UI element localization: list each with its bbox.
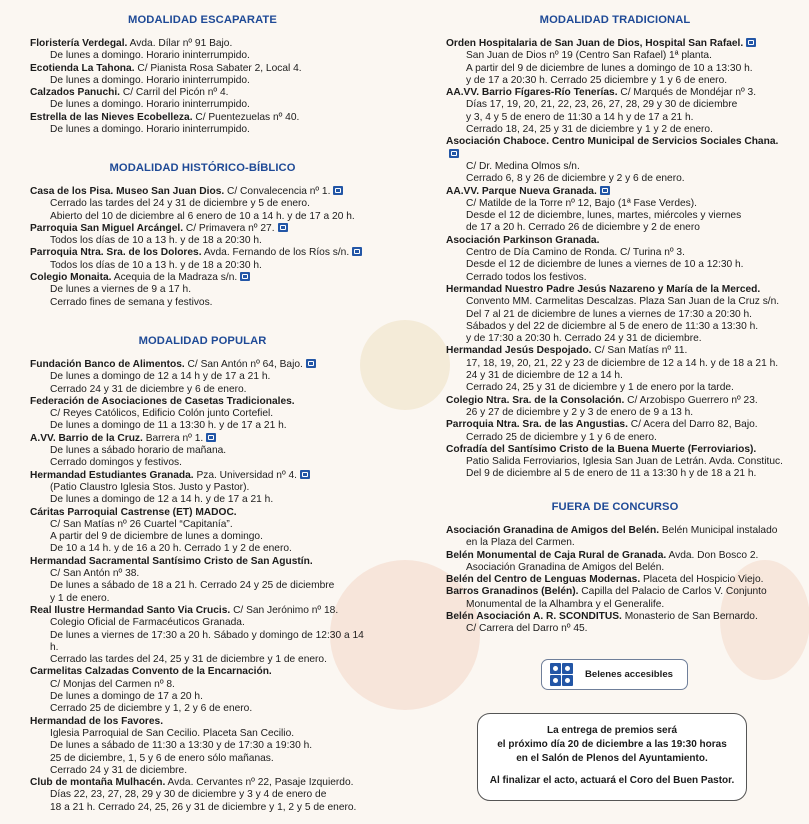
hearing-impairment-icon	[550, 675, 561, 686]
notice-line: el próximo día 20 de diciembre a las 19:30 horas	[497, 739, 727, 750]
venue-address: Monasterio de San Bernardo.	[621, 611, 758, 623]
venue-schedule-line: 18 a 21 h. Cerrado 24, 25, 26 y 31 de diciembre y 1, 2 y 5 de enero.	[50, 801, 357, 813]
venue-entry	[446, 284, 784, 345]
section	[30, 13, 375, 136]
venue-schedule-line: De lunes a domingo de 12 a 14 h y de 17 a 21 h.	[50, 371, 271, 383]
section	[446, 13, 784, 481]
accessible-icon	[240, 272, 250, 281]
venue-entry	[30, 359, 375, 396]
venue-address: C/ San Matías nº 11.	[591, 345, 688, 357]
venue-address: Barrera nº 1.	[142, 432, 204, 444]
venue-schedule-line: De lunes a domingo de 12 a 14 h. y de 17 a 21 h.	[50, 494, 274, 506]
venue-address: C/ Puentezuelas nº 40.	[192, 111, 300, 123]
venue-schedule-line: Del 7 al 21 de diciembre de lunes a viernes de 17:30 a 20:30 h.	[466, 308, 753, 320]
accessible-icon	[300, 470, 310, 479]
section-title: MODALIDAD HISTÓRICO-BÍBLICO	[109, 162, 296, 174]
venue-schedule-line: Cerrado 6, 8 y 26 de diciembre y 2 y 6 de enero.	[466, 173, 685, 185]
venue-address: C/ Marqués de Mondéjar nº 3.	[617, 87, 757, 99]
venue-entry	[446, 345, 784, 394]
venue-entry	[446, 38, 784, 87]
venue-name: Hermandad Nuestro Padre Jesús Nazareno y María de la Merced.	[446, 283, 761, 295]
venue-name: Casa de los Pisa. Museo San Juan Dios.	[30, 186, 225, 197]
venue-address: C/ San Antón nº 64, Bajo.	[184, 359, 303, 370]
venue-schedule-line: Todos los días de 10 a 13 h. y de 18 a 20:30 h.	[50, 259, 262, 271]
venue-schedule-line: Cerrado las tardes del 24 y 31 de diciembre y 5 de enero.	[50, 198, 310, 210]
venue-schedule-line: De lunes a domingo. Horario ininterrumpido.	[50, 99, 250, 111]
visual-impairment-icon	[562, 663, 573, 674]
venue-entry	[446, 186, 784, 235]
venue-name: Asociación Granadina de Amigos del Belén.	[446, 525, 660, 536]
venue-entry	[446, 550, 784, 575]
venue-address: C/ Pianista Rosa Sabater 2, Local 4.	[134, 62, 302, 74]
notice-line: La entrega de premios será	[546, 725, 678, 736]
venue-schedule-line: de 17 a 20 h. Cerrado 26 de diciembre y 2 de enero	[466, 222, 700, 234]
venue-entry	[446, 525, 784, 550]
venue-entry	[446, 419, 784, 444]
venue-schedule-line: De lunes a sábado horario de mañana.	[50, 445, 227, 457]
venue-name: Belén del Centro de Lenguas Modernas.	[446, 574, 641, 586]
section-title: MODALIDAD TRADICIONAL	[539, 14, 691, 26]
venue-schedule-line: Cerrado 25 de diciembre y 1 y 6 de enero.	[466, 431, 657, 443]
venue-address: C/ Carril del Picón nº 4.	[120, 87, 229, 99]
venue-schedule-line: De lunes a viernes de 9 a 17 h.	[50, 284, 192, 296]
venue-name: Parroquia Ntra. Sra. de los Dolores.	[30, 247, 202, 259]
venue-schedule-line: Cerrado todos los festivos.	[466, 271, 587, 283]
venue-schedule-line: Cerrado 18, 24, 25 y 31 de diciembre y 1 y 2 de enero.	[466, 124, 713, 136]
venue-schedule-line: C/ Carrera del Darro nº 45.	[466, 623, 588, 635]
venue-name: Ecotienda La Tahona.	[30, 62, 135, 74]
venue-address: Pza. Universidad nº 4.	[193, 469, 298, 481]
venue-address: C/ Acera del Darro 82, Bajo.	[627, 419, 758, 431]
venue-entry	[30, 716, 375, 777]
venue-name: A.VV. Barrio de la Cruz.	[30, 432, 143, 444]
venue-address: Belén Municipal instalado	[659, 525, 778, 536]
venue-entry	[446, 586, 784, 611]
venue-schedule-line: Cerrado 24 y 31 de diciembre y 6 de enero.	[50, 383, 247, 395]
venue-entry	[30, 666, 375, 715]
legend-label: Belenes accesibles	[585, 669, 674, 680]
venue-entry	[30, 112, 375, 137]
venue-name: Parroquia Ntra. Sra. de las Angustias.	[446, 419, 628, 431]
section-title: FUERA DE CONCURSO	[551, 501, 679, 513]
venue-name: Asociación Parkinson Granada.	[446, 234, 600, 246]
accessible-icon	[352, 247, 362, 256]
venue-schedule-line: Desde el 12 de diciembre, lunes, martes, miércoles y viernes	[466, 210, 742, 222]
venue-entry	[30, 272, 375, 309]
venue-entry	[30, 507, 375, 556]
venue-address: C/ Primavera nº 27.	[183, 222, 275, 234]
accessibility-icons	[550, 663, 573, 686]
venue-name: AA.VV. Parque Nueva Granada.	[446, 185, 597, 197]
venue-schedule-line: Cerrado 24, 25 y 31 de diciembre y 1 de enero por la tarde.	[466, 382, 734, 394]
section	[30, 161, 375, 309]
venue-schedule-line: Del 9 de diciembre al 5 de enero de 11 a 13:30 h y de 18 a 21 h.	[466, 468, 757, 480]
venue-address: Avda. Fernando de los Ríos s/n.	[201, 247, 350, 259]
venue-schedule-line: Asociación Granadina de Amigos del Belén.	[466, 561, 665, 573]
venue-schedule-line: Cerrado fines de semana y festivos.	[50, 296, 213, 308]
venue-name: Fundación Banco de Alimentos.	[30, 359, 185, 370]
venue-schedule-line: De lunes a sábado de 11:30 a 13:30 y de 17:30 a 19:30 h.	[50, 740, 313, 752]
venue-schedule-line: y de 17:30 a 20:30 h. Cerrado 24 y 31 de diciembre.	[466, 333, 702, 345]
venue-name: Cofradía del Santísimo Cristo de la Buena Muerte (Ferroviarios).	[446, 443, 757, 455]
venue-address: Placeta del Hospicio Viejo.	[640, 574, 764, 586]
venue-schedule-line: De lunes a domingo. Horario ininterrumpido.	[50, 124, 250, 136]
venue-name: Club de montaña Mulhacén.	[30, 777, 166, 789]
venue-schedule-line: Todos los días de 10 a 13 h. y de 18 a 20:30 h.	[50, 235, 262, 247]
section	[446, 500, 784, 636]
venue-entry	[446, 235, 784, 284]
venue-entry	[30, 223, 375, 248]
venue-schedule-line: De lunes a domingo. Horario ininterrumpido.	[50, 74, 250, 86]
awards-notice	[477, 713, 747, 801]
notice-line: Al finalizar el acto, actuará el Coro del Buen Pastor.	[489, 775, 735, 786]
venue-schedule-line: De lunes a domingo de 17 a 20 h.	[50, 691, 203, 703]
accessible-icon	[306, 359, 316, 368]
venue-schedule-line: De 10 a 14 h. y de 16 a 20 h. Cerrado 1 y 2 de enero.	[50, 543, 292, 555]
section	[30, 334, 375, 814]
venue-entry	[30, 38, 375, 63]
venue-schedule-line: A partir del 9 de diciembre de lunes a domingo de 10 a 13:30 h.	[466, 62, 753, 74]
venue-schedule-line: San Juan de Dios nº 19 (Centro San Rafael) 1ª planta.	[466, 50, 712, 62]
venue-entry	[446, 136, 784, 185]
venue-entry	[446, 444, 784, 481]
venue-address: C/ Arzobispo Guerrero nº 23.	[624, 394, 758, 406]
venue-entry	[446, 87, 784, 136]
venue-name: Colegio Ntra. Sra. de la Consolación.	[446, 394, 625, 406]
accessible-icon	[206, 433, 216, 442]
venue-name: Barros Granadinos (Belén).	[446, 586, 579, 598]
venue-schedule-line: De lunes a domingo. Horario ininterrumpido.	[50, 50, 250, 62]
section-title: MODALIDAD POPULAR	[138, 335, 267, 347]
venue-schedule-line: C/ Monjas del Carmen nº 8.	[50, 678, 175, 690]
venue-schedule-line: De lunes a domingo de 11 a 13:30 h. y de 17 a 21 h.	[50, 420, 287, 432]
braille-icon	[562, 675, 573, 686]
venue-name: Asociación Chaboce. Centro Municipal de Servicios Sociales Chana.	[446, 136, 779, 148]
venue-schedule-line: Cerrado las tardes del 24, 25 y 31 de diciembre y 1 de enero.	[50, 654, 327, 666]
venue-schedule-line: Sábados y del 22 de diciembre al 5 de enero de 11:30 a 13:30 h.	[466, 320, 759, 332]
accessible-icon	[449, 149, 459, 158]
venue-entry	[446, 574, 784, 586]
venue-schedule-line: C/ San Matías nº 26 Cuartel “Capitanía”.	[50, 518, 233, 530]
venue-schedule-line: Convento MM. Carmelitas Descalzas. Plaza San Juan de la Cruz s/n.	[466, 296, 780, 308]
venue-entry	[30, 396, 375, 433]
venue-schedule-line: C/ San Antón nº 38.	[50, 568, 140, 580]
venue-schedule-line: De lunes a viernes de 17:30 a 20 h. Sábado y domingo de 12:30 a 14 h.	[50, 629, 364, 653]
venue-schedule-line: A partir del 9 de diciembre de lunes a domingo.	[50, 531, 263, 543]
venue-schedule-line: Desde el 12 de diciembre de lunes a viernes de 10 a 12:30 h.	[466, 259, 744, 271]
venue-name: Real Ilustre Hermandad Santo Via Crucis.	[30, 604, 231, 616]
venue-address: C/ Convalecencia nº 1.	[224, 186, 331, 197]
venue-schedule-line: 17, 18, 19, 20, 21, 22 y 23 de diciembre de 12 a 14 h. y de 18 a 21 h.	[466, 357, 779, 369]
venue-name: Parroquia San Miguel Arcángel.	[30, 222, 184, 234]
venue-address: C/ San Jerónimo nº 18.	[230, 604, 339, 616]
venue-name: Hermandad Estudiantes Granada.	[30, 469, 194, 481]
venue-schedule-line: Iglesia Parroquial de San Cecilio. Placeta San Cecilio.	[50, 727, 295, 739]
venue-name: AA.VV. Barrio Fígares-Río Tenerías.	[446, 87, 618, 99]
accessibility-legend	[541, 659, 688, 690]
venue-entry	[30, 556, 375, 605]
accessible-icon	[333, 186, 343, 195]
venue-schedule-line: 24 y 31 de diciembre de 12 a 14 h.	[466, 370, 623, 382]
venue-entry	[446, 395, 784, 420]
accessible-icon	[746, 38, 756, 47]
venue-name: Colegio Monaita.	[30, 272, 112, 284]
venue-name: Cáritas Parroquial Castrense (ET) MADOC.	[30, 506, 237, 518]
venue-schedule-line: 25 de diciembre, 1, 5 y 6 de enero sólo mañanas.	[50, 752, 274, 764]
venue-schedule-line: 26 y 27 de diciembre y 2 y 3 de enero de 9 a 13 h.	[466, 406, 694, 418]
venue-entry	[30, 247, 375, 272]
venue-schedule-line: Centro de Día Camino de Ronda. C/ Turina nº 3.	[466, 247, 685, 259]
venue-entry	[30, 777, 375, 814]
venue-entry	[30, 63, 375, 88]
venue-schedule-line: Abierto del 10 de diciembre al 6 enero de 10 a 14 h. y de 17 a 20 h.	[50, 210, 355, 222]
venue-schedule-line: C/ Matilde de la Torre nº 12, Bajo (1ª Fase Verdes).	[466, 197, 697, 209]
venue-schedule-line: Cerrado 24 y 31 de diciembre.	[50, 764, 188, 776]
venue-name: Estrella de las Nieves Ecobelleza.	[30, 111, 193, 123]
venue-schedule-line: C/ Dr. Medina Olmos s/n.	[466, 160, 580, 172]
venue-schedule-line: Patio Salida Ferroviarios, Iglesia San Juan de Letrán. Avda. Constituc.	[466, 456, 783, 468]
venue-schedule-line: Días 22, 23, 27, 28, 29 y 30 de diciembre y 3 y 4 de enero de	[50, 789, 327, 801]
venue-name: Hermandad de los Favores.	[30, 715, 164, 727]
venue-address: Acequia de la Madraza s/n.	[111, 272, 238, 284]
venue-address: Avda. Cervantes nº 22, Pasaje Izquierdo.	[165, 777, 354, 789]
venue-name: Calzados Panuchi.	[30, 87, 121, 99]
accessible-icon	[600, 186, 610, 195]
venue-address: Capilla del Palacio de Carlos V. Conjunto	[578, 586, 767, 598]
venue-entry	[30, 470, 375, 507]
venue-schedule-line: C/ Reyes Católicos, Edificio Colón junto Corteﬁel.	[50, 408, 274, 420]
venue-entry	[446, 611, 784, 636]
section-title: MODALIDAD ESCAPARATE	[128, 14, 277, 26]
venue-schedule-line: Cerrado 25 de diciembre y 1, 2 y 6 de enero.	[50, 703, 253, 715]
venue-entry	[30, 186, 375, 223]
venue-address: Avda. Don Bosco 2.	[666, 549, 759, 561]
venue-schedule-line: y 3, 4 y 5 de enero de 11:30 a 14 h y de 17 a 21 h.	[466, 111, 694, 123]
venue-schedule-line: y de 17 a 20:30 h. Cerrado 25 diciembre y 1 y 6 de enero.	[466, 74, 728, 86]
venue-schedule-line: y 1 de enero.	[50, 592, 110, 604]
accessible-icon	[278, 223, 288, 232]
venue-entry	[30, 605, 375, 666]
venue-address: Avda. Dílar nº 91 Bajo.	[127, 38, 233, 49]
venue-schedule-line: De lunes a sábado de 18 a 21 h. Cerrado 24 y 25 de diciembre	[50, 580, 335, 592]
venue-entry	[30, 433, 375, 470]
venue-name: Belén Asociación A. R. SCONDITUS.	[446, 611, 622, 623]
venue-entry	[30, 87, 375, 112]
venue-schedule-line: Cerrado domingos y festivos.	[50, 457, 182, 469]
venue-name: Floristería Verdegal.	[30, 38, 128, 49]
venue-schedule-line: Días 17, 19, 20, 21, 22, 23, 26, 27, 28, 29 y 30 de diciembre	[466, 99, 738, 111]
venue-name: Orden Hospitalaria de San Juan de Dios, Hospital San Rafael.	[446, 38, 744, 49]
venue-schedule-line: Colegio Oficial de Farmacéuticos Granada.	[50, 617, 245, 629]
venue-schedule-line: (Patio Claustro Iglesia Stos. Justo y Pastor).	[50, 481, 250, 493]
venue-name: Federación de Asociaciones de Casetas Tradicionales.	[30, 395, 295, 407]
notice-line: en el Salón de Plenos del Ayuntamiento.	[516, 753, 708, 764]
wheelchair-icon	[550, 663, 561, 674]
venue-name: Carmelitas Calzadas Convento de la Encarnación.	[30, 666, 272, 678]
venue-name: Hermandad Sacramental Santísimo Cristo de San Agustín.	[30, 555, 313, 567]
venue-name: Belén Monumental de Caja Rural de Granada.	[446, 549, 667, 561]
venue-schedule-line: en la Plaza del Carmen.	[466, 537, 575, 549]
venue-name: Hermandad Jesús Despojado.	[446, 345, 592, 357]
venue-schedule-line: Monumental de la Alhambra y el Generalife.	[466, 598, 665, 610]
